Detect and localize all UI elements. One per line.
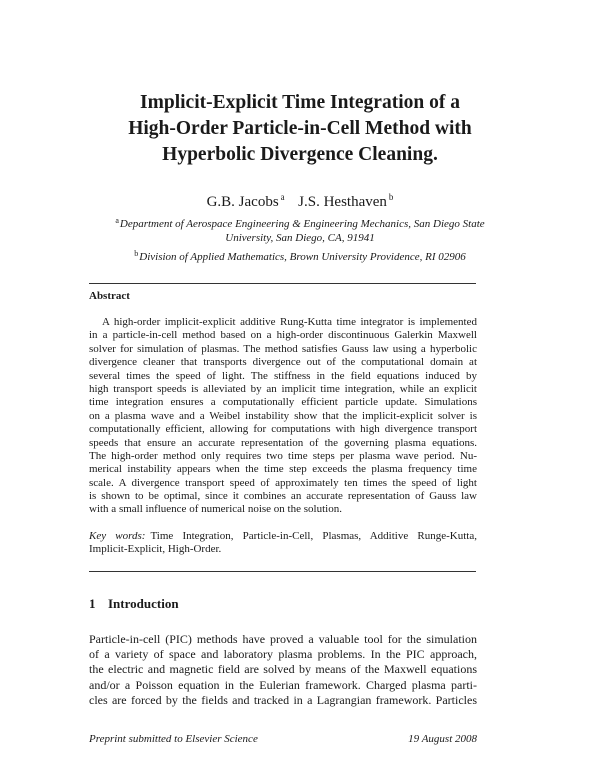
keywords-line: Implicit-Explicit, High-Order. bbox=[89, 543, 222, 556]
affiliation-line: Division of Applied Mathematics, Brown University Providence, RI 02906 bbox=[139, 251, 466, 263]
footer-date: 19 August 2008 bbox=[408, 733, 477, 745]
body-line: cles are forced by the fields and tracked in a Lagrangian framework. Particles bbox=[89, 692, 477, 707]
abstract-line: merical instability appears when the time step exceeds the plasma frequency time bbox=[89, 463, 477, 476]
author-affiliation-mark: a bbox=[280, 192, 285, 202]
footer-preprint-note: Preprint submitted to Elsevier Science bbox=[89, 733, 258, 745]
affiliation-mark: a bbox=[115, 216, 119, 225]
abstract-heading: Abstract bbox=[89, 290, 130, 302]
paper-title bbox=[0, 90, 600, 168]
body-line: and/or a Poisson equation in the Eulerian framework. Charged plasma parti- bbox=[89, 677, 477, 692]
affiliation-mark: b bbox=[134, 249, 139, 258]
abstract-line: in a particle-in-cell method based on a high-order discontinuous Galerkin Maxwell bbox=[89, 329, 477, 342]
abstract-line: speeds that ensure an accurate representation of the governing plasma equations. bbox=[89, 436, 477, 449]
section-heading bbox=[89, 596, 179, 612]
abstract-line: computationally efficient, allowing for computations with high divergence transport bbox=[89, 423, 477, 436]
keywords bbox=[89, 530, 477, 557]
abstract-bottom-rule bbox=[89, 571, 476, 572]
title-line-3: Hyperbolic Divergence Cleaning. bbox=[162, 144, 438, 165]
abstract-line: solver for simulation of plasmas. The method satisfies Gauss law using a hyperbolic bbox=[89, 342, 477, 355]
abstract-line: high transport speeds is alleviated by an implicit time integration, while an explicit bbox=[89, 382, 477, 395]
abstract-line: divergence cleaner that transports divergence out of the computational domain at bbox=[89, 356, 477, 369]
section-number: 1 bbox=[89, 596, 96, 611]
abstract-line: The high-order method only requires two time steps per plasma wave period. Nu- bbox=[89, 449, 477, 462]
affiliation-a bbox=[0, 214, 600, 245]
body-line: the electric and magnetic field are solved by means of the Maxwell equations bbox=[89, 662, 477, 677]
abstract-line: on a plasma wave and a Weibel instability show that the implicit-explicit solver is bbox=[89, 409, 477, 422]
body-line: Particle-in-cell (PIC) methods have proved a valuable tool for the simulation bbox=[89, 632, 477, 646]
abstract-line: several times the speed of light. The stiffness in the field equations induced by bbox=[89, 369, 477, 382]
abstract-line: with a small influence of numerical noise on the solution. bbox=[89, 503, 342, 516]
abstract-line: A high-order implicit-explicit additive Rung-Kutta time integrator is implemented bbox=[102, 316, 477, 328]
affiliation-line: Department of Aerospace Engineering & Engineering Mechanics, San Diego State bbox=[119, 218, 485, 230]
author-name: G.B. Jacobs bbox=[206, 194, 279, 210]
introduction-body bbox=[89, 632, 477, 708]
keywords-label: Key words: bbox=[89, 530, 146, 542]
title-line-1: Implicit-Explicit Time Integration of a bbox=[140, 92, 460, 113]
body-line: of a variety of space and laboratory plasma problems. In the PIC approach, bbox=[89, 647, 477, 662]
abstract-body bbox=[89, 316, 477, 517]
section-title: Introduction bbox=[108, 596, 179, 611]
title-line-2: High-Order Particle-in-Cell Method with bbox=[128, 118, 472, 139]
keywords-line: Time Integration, Particle-in-Cell, Plasmas, Additive Runge-Kutta, bbox=[150, 530, 477, 542]
abstract-line: is shown to be optimal, since it combines an accurate representation of Gauss law bbox=[89, 490, 477, 503]
abstract-line: time integration ensures a computationally efficient particle update. Simulations bbox=[89, 396, 477, 409]
author-list bbox=[0, 188, 600, 211]
abstract-top-rule bbox=[89, 283, 476, 284]
affiliation-line: University, San Diego, CA, 91941 bbox=[225, 232, 375, 244]
author-name: J.S. Hesthaven bbox=[298, 194, 387, 210]
author-affiliation-mark: b bbox=[388, 192, 394, 202]
affiliation-b bbox=[0, 247, 600, 264]
abstract-line: scale. A divergence transport speed of approximately ten times the speed of light bbox=[89, 476, 477, 489]
